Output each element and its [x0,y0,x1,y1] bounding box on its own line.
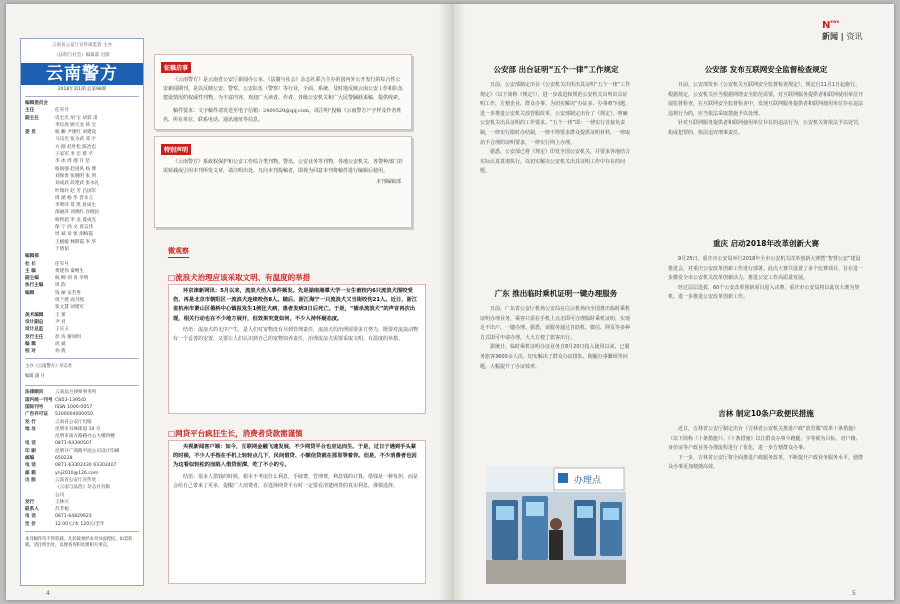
masthead-row-key [25,166,55,173]
masthead-row-value: 云南法方律师事务所 [55,390,97,396]
divider [25,531,139,532]
call-for-papers-box [154,54,412,130]
masthead-row-key [25,188,55,195]
masthead-row-value: 王媛媛 林斯霞 李 华 [55,239,97,245]
masthead-row [21,268,143,275]
masthead-row-value: 刘保贵 张晓明 张 剑 [55,173,97,179]
masthead-row [21,334,143,341]
masthead-row-key: 主任 [25,108,35,114]
masthead-row-value: 杨国强 赵国风 杨 博 [55,166,97,172]
masthead-row [21,521,143,528]
masthead-row-value: 钱 丽 宋若男 [55,290,81,296]
masthead-row-value: 尚 斌 [55,341,66,347]
masthead-row-key [25,217,55,224]
news-body-2: 据悉，公安部已将《规定》印发全国公安机关，并要求各地结合实际认真贯彻执行，以切实解决公安机关出具证明工作中存在的问题。 [480,149,631,175]
masthead-row-value: 0871-64390507 [55,441,92,447]
masthead-row-value: 公司 [55,492,65,498]
masthead-row-key [25,202,55,209]
masthead-row [21,319,143,326]
masthead-row [21,246,143,253]
masthead-row-value: 周兰建 高月熙 [55,298,85,304]
masthead-row [21,239,143,246]
news-logo [822,20,863,42]
masthead-row-value: 黄建伟 秦继生 [55,268,85,274]
masthead-row-key: 编辑 [25,290,35,296]
masthead-row [21,484,143,491]
masthead-row-key: 出 版 [25,477,36,483]
page-number-left: 4 [46,590,50,597]
news-body-2: 针对互联网服务提供者和联网使用单位存在的违法行为，公安机关将依法予以处罚，构成犯罪的，依法追究刑事责任。 [668,120,864,136]
masthead-row-key: 编 辑 [25,341,36,347]
notice-heading: 特别声明 [161,144,191,155]
masthead-row-key: 编辑委员会 [25,101,48,106]
article-lead: 央视新闻客户端：如今，互联网金融飞速发展，不少网贷平台也应运而生。于是，过日子遇到手头紧的时候，不少人手指在手机上轻轻点几下，民间借贷、小额信贷就在那里等着你。但是，不少消费者也因为这看似轻松的而陷入借贷泥潭，吃了不小的亏。 [173,444,417,469]
notice-body: 《云南警方》系政权保护和公安工作综合类刊物。警讯、公安业务等刊物，各地公安机关、各警种部门若需转载或引用本刊所发文章，请注明出处。凡向本刊投稿者，即视为同意本刊将稿件进行编辑后使用。 [163,159,404,174]
article-title: □网贷平台疯狂生长，消费者贷款需谨慎 [168,429,303,438]
masthead-row-value: 史宏光 胡 宝 胡彩 甫 [55,115,98,121]
masthead-row-value: 李 冰 周 理 许 坚 [55,159,90,165]
masthead-row-key: 联系人 [25,507,39,513]
news-title: 重庆 启动2018年改革创新大赛 [713,239,819,248]
divider [25,358,139,359]
masthead-row-value: 尹 君 [55,319,66,325]
masthead-row-value: 于倩茹 [55,246,69,252]
divider [25,96,139,97]
masthead-row-key: 地 址 [25,426,36,432]
masthead-row-key [25,433,55,440]
masthead-row-value: 彭 涛 谢凤明 [55,334,81,340]
masthead-row-value: 王庆玉 [55,327,69,333]
masthead-row-value: 昆明市南方路路办公大楼四楼 [55,434,115,440]
masthead-row-key [25,122,55,129]
masthead-row [21,513,143,520]
masthead-row [21,462,143,469]
masthead-row [21,433,143,440]
masthead-row-key [25,158,55,165]
masthead-row [21,231,143,238]
masthead-row-value: 王家军 李 宏 蔡 平 [55,152,93,158]
masthead-row-key [25,239,55,246]
masthead-row [21,209,143,216]
news-item [668,64,864,230]
masthead-row [21,136,143,143]
masthead-row-value [55,253,139,260]
masthead-row [21,411,143,418]
publication-info [21,389,143,528]
masthead-row-value: 邵丽萍 刘晓红 谷晓民 [55,210,100,216]
news-logo-sub: 资讯 [846,32,863,41]
news-body-2: 下一步，吉林省公安厅将全面推进户政服务改革，不断提升户政业务服务水平，使群众办事更加便捷高效。 [668,454,864,471]
news-logo-label: 新闻 [822,32,838,41]
kiosk-sign-text: 办理点 [574,476,602,486]
masthead-row [21,312,143,319]
masthead-row [21,426,143,433]
news-body: 9月25日，重庆市公安局举行2018年全市公安机关改革创新大赛暨“智慧公安”建设推进会，对重庆公安改革创新工作进行部署。此次大赛共设置了多个比赛项目，旨在进一步激发全市公安机关改革创新活力，推进公安工作高质量发展。 [668,256,864,282]
masthead-row-key [25,144,55,151]
masthead-row-value: 任军号 [55,261,69,267]
news-body-2: 据统计，临时乘机证明办证业务自8月20日投入使用以来，已服务旅客3600余人次，切实解决了群众办证排队、跑腿办事繁琐等问题，大幅提升了办证效率。 [480,344,630,370]
masthead-row-key: 主 编 [25,268,36,274]
masthead-row-value: 650228 [55,456,73,462]
masthead-row [21,290,143,297]
article-box [168,284,426,414]
masthead-row-value: 杨智超 李 龙 夏成光 [55,217,97,223]
masthead-row-value: 马汉光 张为武 邓 宇 [55,137,97,143]
masthead-row [21,506,143,513]
masthead-row-value: 杨 柳 刘 青 李明 [55,276,89,282]
masthead-row-value: 5300004000050 [55,412,93,418]
masthead-row-key: 校 对 [25,349,36,355]
news-photo [486,466,626,584]
article-title: □流浪犬治理应该采取文明、有温度的举措 [168,273,311,282]
masthead-row [21,348,143,355]
masthead-row [21,404,143,411]
masthead-row-key: 编辑部 [25,254,39,260]
notice-heading: 征稿启事 [161,62,191,73]
masthead-row-key [25,209,55,216]
news-logo-n: N [822,20,831,31]
masthead-row-key [25,136,55,143]
masthead-row-value: 刘成武 段建武 张永礼 [55,181,100,187]
masthead-row [21,304,143,311]
masthead-row-value: CN53-1395/D [55,397,86,403]
masthead-row-key [25,173,55,180]
masthead-row-key: 广告许可证 [25,412,48,418]
masthead-issue: 2018年第1期 总第98期 [57,87,107,92]
masthead-row-value: 张文慧 刘建军 [55,305,85,311]
masthead-row-value: 杨 鹏 尹建红 刘建设 [55,130,97,136]
editorial-board [21,100,143,355]
masthead-row-value: 苏芳根 [55,507,69,513]
masthead-row-value: 云南省公安厅出版 [55,419,92,425]
news-item [480,64,632,244]
masthead-row-value: 王 蕾 [55,312,66,318]
masthead-row-value: 昆明开广领路平面公司设计印刷 [55,448,120,454]
masthead-row-value: 0871-64829623 [55,514,92,520]
masthead-row-key: 委 员 [25,130,36,136]
masthead-row-value: 李利萍 常 凯 蒋成生 [55,203,97,209]
masthead-row-value: 王林兴 [55,499,69,505]
masthead-row [21,166,143,173]
masthead-row-key: 电 话 [25,441,36,447]
masthead-row [21,158,143,165]
masthead-row-value: 李信虎 顾天龙 韩 宝 [55,122,97,128]
masthead-row [21,180,143,187]
masthead-row-key: 发行 [25,499,35,505]
masthead-row-key: 副主任 [25,115,39,121]
masthead-row [21,440,143,447]
masthead-publisher: 云南省公安厅宣传部监管 主办 [52,43,112,48]
masthead-row-key [25,246,55,253]
masthead-row [21,202,143,209]
masthead-row-value: 保 宁 尚 文 普志伟 [55,225,93,231]
masthead-row [21,129,143,136]
masthead-row [21,195,143,202]
masthead-row-value [55,100,139,107]
copyright-note: 本刊稿件均不得转载，凡转载须经本刊书面授权。如需转载，请注明出处，以便查询和处理相关事宜。 [25,537,133,549]
special-statement-box [154,136,412,228]
masthead-row-key [25,195,55,202]
masthead-row [21,455,143,462]
news-title: 公安部 出台证明“五个一律”工作规定 [493,65,619,74]
masthead-row-value: 昆明市书林街道 10 号 [55,426,101,432]
masthead-row [21,275,143,282]
masthead-row [21,151,143,158]
masthead-row-key [25,180,55,187]
masthead-row-value: 孙 倩 [55,349,66,355]
news-body-2: 经过层层选拔，60个公安改革创新项目进入决赛，重庆市公安局将以此次大赛为契机，进一步推进公安改革创新工作。 [668,284,860,301]
masthead-row-value: 云南省公安厅宣传处 [55,477,97,483]
masthead-row-key: 发 行 [25,419,36,425]
masthead-row [21,419,143,426]
magazine-spread [6,4,894,600]
masthead-row [21,261,143,268]
masthead-row [21,492,143,499]
masthead-row-key [25,151,55,158]
masthead-row-value: 12.00元/本 120元/全年 [55,521,105,527]
masthead-row-key [25,492,55,499]
masthead-row-key: 美术编辑 [25,312,44,318]
masthead-note-2: 编辑 副 月 [25,374,45,380]
masthead-row [21,122,143,129]
masthead-row-key: 国内统一刊号 [25,397,53,403]
masthead-row [21,253,143,260]
news-body: 日前，广东省公安厅机场公安局在白云机场向全国推出临时乘机证明办理业务，乘客只需在手机上点击即可办理临时乘机证明，实现足不出户、一键办理。据悉，该服务通过自助机、微信、网页等多种方式即可申请办理，大大方便了旅客出行。 [480,306,631,341]
masthead-row-value: 《云南与法治》杂志社有限 [55,485,111,491]
masthead-panel [20,38,144,586]
page-gutter [438,4,466,600]
notice-body: 《云南警方》是云南省公安厅新闻办公室、《法制与社会》杂志社联合主办的国内外公开发行的综合性公安新闻期刊，是以反映公安、警察、公安队伍（警察）等行业，全面、系统、及时地反映云南公安工作和队伍建设情况的权威性刊物。为丰富内容，欢迎广大读者、作者、各级公安机关和广大民警踊跃来稿，提供线索。 [163,77,404,101]
news-title: 公安部 发布互联网安全监督检查规定 [704,65,828,74]
masthead-row-value: ynj2010@126.com [55,470,99,476]
masthead-row-value: ISSN 1006-0057 [55,404,93,410]
news-body: 近日，吉林省公安厅制定出台《吉林省公安机关推进户政“放管服”改革十条措施》（以下简称《十条措施》）。《十条措施》以让群众办事少跑腿，少等候为目标，对户籍、身份证等户政业务办理流程进行了优化，进一步方便群众办事。 [668,426,861,452]
masthead-row-key: 国际刊号 [25,404,44,410]
divider [25,385,139,386]
news-body: 日前，公安部制定出台《公安机关出所出具证明“五个一律”工作规定》（以下简称《规定》），进一步改进和规范公安机关出所出具证明工作，方便企业、群众办事。为切实解决“办证多、办事难”问题，进一步推进公安机关放管服改革，公安部制定出台了《规定》，明确公安机关出具证明的工作要求。“五个一律”即：一律实行首接负责制，一律实行限时办结制，一律不得要求群众提供证明材料，一律取消不合理的证明要求，一律实行网上办理。 [480,82,631,146]
masthead-row [21,144,143,151]
masthead-row-key [25,304,55,311]
masthead-row [21,397,143,404]
masthead-row-key [25,484,55,491]
masthead-row-key [25,297,55,304]
notice-body-2: 稿件要求：文字稿件请发送至电子信箱：2400520@qq.com，请注明“投稿《云南警方》”字样及作者姓名、所在单位、联系电话、通讯地址等信息。 [163,108,402,123]
masthead-row [21,188,143,195]
masthead-row-key: 邮编 [25,456,35,462]
masthead-row-key: 法律顾问 [25,390,44,396]
news-item [480,288,632,460]
masthead-row-value: 0871-63302430 63302407 [55,463,117,469]
masthead-row-key: 设计副总 [25,319,44,325]
section-title: 微观察 [168,246,189,258]
masthead-row-value: 叶瑞玲 赵 芳 吕国军 [55,188,97,194]
masthead-row [21,297,143,304]
masthead-row-value: 周 涵 杨 华 晋永云 [55,195,93,201]
news-item [668,238,864,388]
masthead-row-key [25,224,55,231]
masthead-row-key: 电 话 [25,514,36,520]
masthead-note: 主办《云南警方》杂志社 [25,364,73,370]
masthead-row [21,326,143,333]
news-logo-ews: EWS [830,20,840,24]
masthead-row-key: 执行主编 [25,283,44,289]
masthead-row-key: 设计总监 [25,327,44,333]
news-item [668,408,864,578]
masthead-logo: 云南警方 [21,63,143,85]
masthead-row-key: 电 话 [25,463,36,469]
article-body: 结语：很多人借钱的时候，根本不考虑什么利息，手续费，管理费，利息钱的计算，借钱是一种负担，而是会给自己带来了更多，提醒广大消费者，在选择网贷平台时一定要看清楚网贷的真实利息，谨慎选择。 [173,473,419,489]
masthead-row-key: 副主编 [25,276,39,282]
airport-kiosk-photo [486,466,626,584]
masthead-row [21,107,143,114]
masthead-row [21,341,143,348]
article-body: 结语：流浪犬的无序产生，是人们对宠物没有尽到管理责任，流浪犬的治理需要多方努力，既要对流浪动物有一个妥善的安置，又要让人们认识到自己的宠物饲养责任，治理流浪犬需要采取文明、有温度的举措。 [173,326,419,343]
masthead-row [21,173,143,180]
masthead-row-key: 印 刷 [25,448,36,454]
masthead-row [21,100,143,107]
masthead-row-value: 任军号 [55,108,69,114]
masthead-row [21,115,143,122]
masthead-row [21,282,143,289]
masthead-row [21,224,143,231]
news-title: 吉林 制定10条户政便民措施 [718,409,814,418]
article-box [168,440,426,584]
masthead-row-value: 方 刚 赵叶松 陈冶忠 [55,144,97,150]
masthead-row-value: 周 韵 [55,283,66,289]
masthead-row [21,217,143,224]
masthead-row-key: 社 长 [25,261,36,267]
notice-signature: 本刊编辑部 [375,179,401,185]
masthead-row [21,477,143,484]
masthead-row-value: 周 斌 章 恒 胡梅霞 [55,232,93,238]
news-logo-sep: | [840,32,844,41]
masthead-row-key [25,231,55,238]
article-lead: 环京津新网讯：5月以来，流浪犬伤人事件频发。先是湖南湘潭大学一女生被校内6只流浪犬围咬受伤，再是北京市朝阳区一流浪犬连续咬伤8人。随后，浙江海宁一只流浪犬又当街咬伤21人。近日，浙江省杭州市萧山区俄桥中心镇报发生1例狂犬病，患者发病3日后死亡。于是，“捕杀流浪犬”的声音再次出现，相关行动也在不少地方展开，但效果究竟如何，不少人持怀疑态度。 [173,288,418,322]
masthead-row [21,470,143,477]
news-body: 日前，公安部发布《公安机关互联网安全监督检查规定》，规定自11月1日起施行。根据规定，公安机关应当根据网络安全防范需要，对互联网服务提供者和联网使用单位开展监督检查，在互联网安全监督检查中，发现互联网服务提供者和联网使用单位存在违法违规行为的，应当依法采取措施予以处理。 [668,82,864,117]
masthead-row [21,389,143,396]
news-title: 广东 推出临时乘机证明一键办理服务 [494,289,618,298]
masthead-row-key: 发行主任 [25,334,44,340]
masthead-row [21,448,143,455]
masthead-row-key: 定 价 [25,521,36,527]
page-number-right: 5 [852,590,856,597]
masthead-row-key: 邮 箱 [25,470,36,476]
masthead-row [21,499,143,506]
masthead-publisher-2: 《法制与社会》编辑部 出版 [54,53,110,58]
